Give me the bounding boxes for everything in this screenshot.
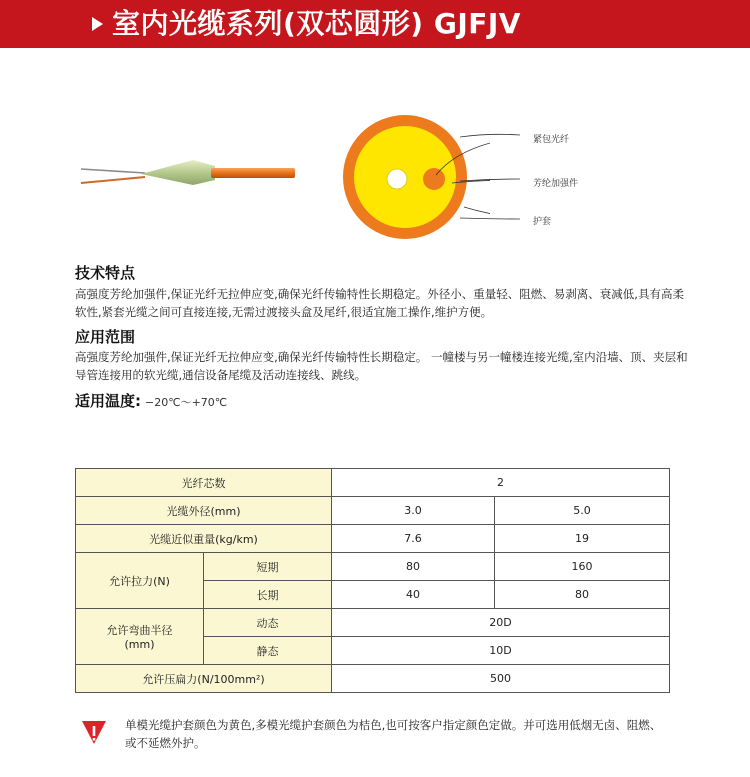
- features-text: 高强度芳纶加强件,保证光纤无拉伸应变,确保光纤传输特性长期稳定。外径小、重量轻、阻燃、易剥离、衰减低,具有高柔软性,紧套光缆之间可直接连接,无需过渡接头盒及尾纤,很适宜施工操作,维护方便。: [75, 287, 684, 319]
- crush-label: 允许压扁力(N/100mm²): [76, 665, 332, 693]
- bend-radius-label-line1: 允许弯曲半径: [106, 624, 173, 637]
- legend-jacket: 护套: [533, 217, 552, 227]
- weight-value: 7.6: [332, 525, 495, 553]
- weight-label: 光缆近似重量(kg/km): [76, 525, 332, 553]
- short-term-value: 160: [495, 553, 670, 581]
- tension-label: 允许拉力(N): [76, 553, 204, 609]
- bend-radius-label: [76, 609, 204, 665]
- spec-table: [75, 468, 670, 693]
- weight-value: 19: [495, 525, 670, 553]
- page-header: [0, 0, 750, 48]
- diameter-value: 3.0: [332, 497, 495, 525]
- white-fiber-core: [387, 169, 407, 189]
- diameter-label: 光缆外径(mm): [76, 497, 332, 525]
- white-fiber: [81, 169, 145, 173]
- page-title: 室内光缆系列(双芯圆形) GJFJV: [112, 7, 521, 40]
- long-term-value: 80: [495, 581, 670, 609]
- short-term-label: 短期: [204, 553, 332, 581]
- diameter-value: 5.0: [495, 497, 670, 525]
- long-term-label: 长期: [204, 581, 332, 609]
- aramid-yarn: [141, 160, 215, 185]
- legend-aramid-strength-member: 芳纶加强件: [533, 179, 579, 189]
- cable-illustration: [75, 140, 305, 190]
- table-row: [76, 609, 670, 637]
- leader-lines: [460, 95, 530, 255]
- triangle-right-icon: [92, 17, 103, 31]
- dynamic-label: 动态: [204, 609, 332, 637]
- fiber-count-label: 光纤芯数: [76, 469, 332, 497]
- warning-icon: [80, 718, 108, 746]
- fiber-count-value: 2: [332, 469, 670, 497]
- dynamic-value: 20D: [332, 609, 670, 637]
- application-text: 高强度芳纶加强件,保证光纤无拉伸应变,确保光纤传输特性长期稳定。 一幢楼与另一幢楼连接光缆,室内沿墙、顶、夹层和导管连接用的软光缆,通信设备尾缆及活动连接线、跳线。: [75, 350, 688, 382]
- static-value: 10D: [332, 637, 670, 665]
- table-row: [76, 525, 670, 553]
- features-heading: 技术特点: [75, 264, 136, 282]
- application-heading: 应用范围: [75, 328, 136, 346]
- orange-fiber-core: [423, 168, 445, 190]
- bend-radius-label-line2: (mm): [124, 638, 155, 651]
- temperature-value: −20℃～+70℃: [145, 396, 228, 409]
- temperature-row: [75, 390, 227, 411]
- short-term-value: 80: [332, 553, 495, 581]
- orange-fiber: [81, 177, 145, 183]
- crush-value: 500: [332, 665, 670, 693]
- static-label: 静态: [204, 637, 332, 665]
- table-row: [76, 469, 670, 497]
- temperature-label: 适用温度:: [75, 392, 141, 410]
- long-term-value: 40: [332, 581, 495, 609]
- table-row: [76, 497, 670, 525]
- note-text: 单模光缆护套颜色为黄色,多模光缆护套颜色为桔色,也可按客户指定颜色定做。并可选用低烟无卤、阻燃、或不延燃外护。: [125, 718, 662, 750]
- legend-tight-buffer-fiber: 紧包光纤: [533, 135, 570, 145]
- table-row: [76, 665, 670, 693]
- table-row: [76, 553, 670, 581]
- cable-jacket: [211, 168, 295, 178]
